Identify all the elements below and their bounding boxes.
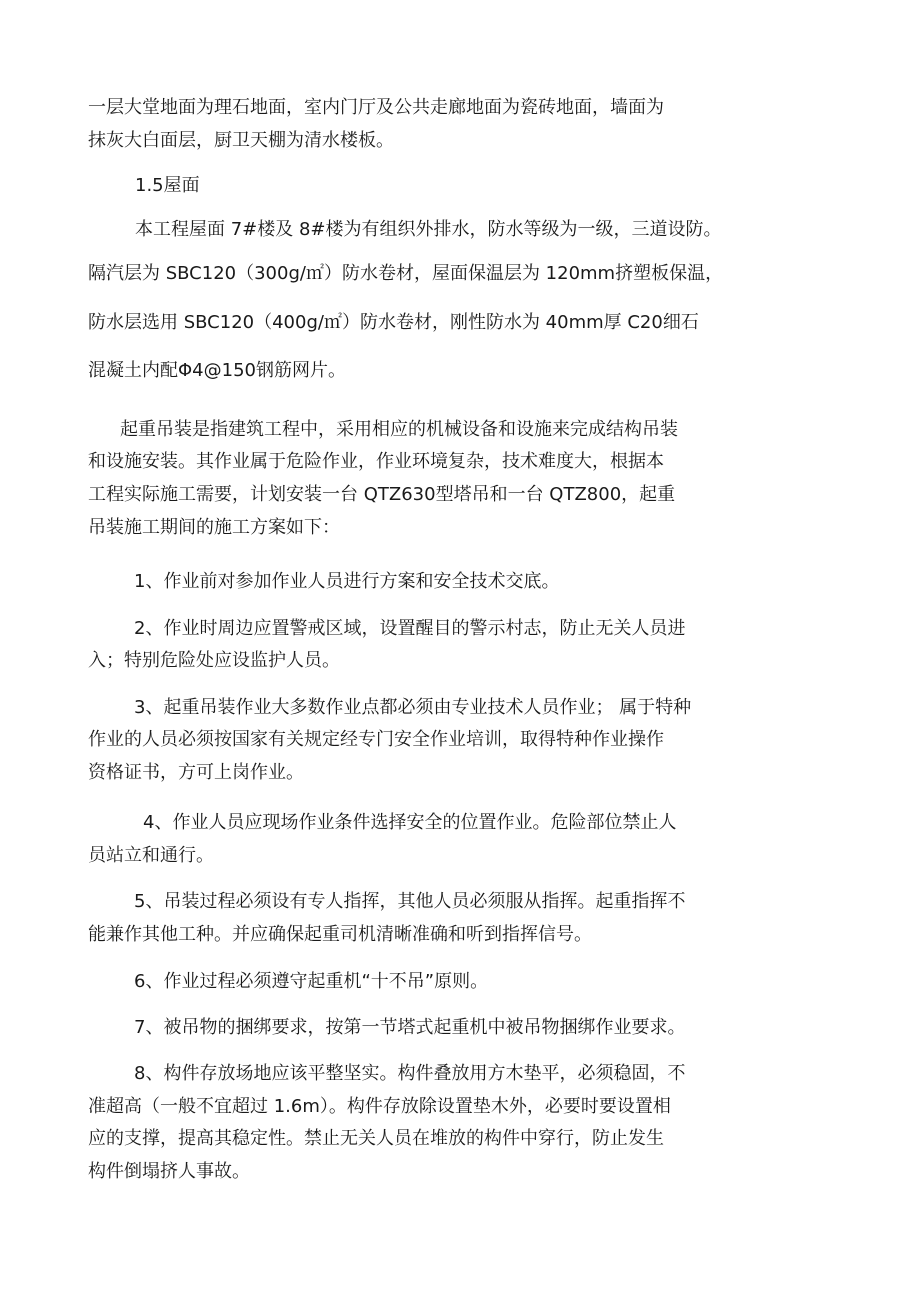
text-line: 抹灰大白面层，厨卫天棚为清水楼板。 xyxy=(88,130,394,151)
text-line: 混凝土内配Φ4@150钢筋网片。 xyxy=(88,360,346,381)
list-item: 8、构件存放场地应该平整坚实。构件叠放用方木垫平，必须稳固，不 xyxy=(134,1063,686,1084)
text-line: 构件倒塌挤人事故。 xyxy=(88,1161,250,1182)
text-line: 准超高（一般不宜超过 1.6m）。构件存放除设置垫木外，必要时要设置相 xyxy=(88,1096,671,1117)
text-line: 员站立和通行。 xyxy=(88,845,214,866)
text-line: 本工程屋面 7#楼及 8#楼为有组织外排水，防水等级为一级，三道设防。 xyxy=(135,219,722,240)
text-line: 吊装施工期间的施工方案如下： xyxy=(88,517,340,538)
text-line: 工程实际施工需要，计划安装一台 QTZ630型塔吊和一台 QTZ800，起重 xyxy=(88,484,676,505)
list-item: 3、起重吊装作业大多数作业点都必须由专业技术人员作业； 属于特种 xyxy=(134,697,692,718)
list-item: 1、作业前对参加作业人员进行方案和安全技术交底。 xyxy=(134,571,560,592)
text-line: 作业的人员必须按国家有关规定经专门安全作业培训，取得特种作业操作 xyxy=(88,729,664,750)
list-item: 7、被吊物的捆绑要求，按第一节塔式起重机中被吊物捆绑作业要求。 xyxy=(134,1017,686,1038)
text-line: 起重吊装是指建筑工程中，采用相应的机械设备和设施来完成结构吊装 xyxy=(120,419,678,440)
text-line: 能兼作其他工种。并应确保起重司机清晰准确和听到指挥信号。 xyxy=(88,924,592,945)
text-line: 入；特别危险处应设监护人员。 xyxy=(88,650,340,671)
list-item: 4、作业人员应现场作业条件选择安全的位置作业。危险部位禁止人 xyxy=(143,812,677,833)
list-item: 5、吊装过程必须设有专人指挥，其他人员必须服从指挥。起重指挥不 xyxy=(134,891,686,912)
text-line: 一层大堂地面为理石地面，室内门厅及公共走廊地面为瓷砖地面，墙面为 xyxy=(88,97,664,118)
text-line: 防水层选用 SBC120（400g/㎡）防水卷材，刚性防水为 40mm厚 C20细石 xyxy=(88,312,699,333)
text-line: 隔汽层为 SBC120（300g/㎡）防水卷材，屋面保温层为 120mm挤塑板保温， xyxy=(88,263,724,284)
list-item: 6、作业过程必须遵守起重机“十不吊”原则。 xyxy=(134,971,489,992)
text-line: 应的支撑，提高其稳定性。禁止无关人员在堆放的构件中穿行，防止发生 xyxy=(88,1128,664,1149)
text-line: 资格证书，方可上岗作业。 xyxy=(88,762,304,783)
text-line: 和设施安装。其作业属于危险作业，作业环境复杂，技术难度大，根据本 xyxy=(88,451,664,472)
list-item: 2、作业时周边应置警戒区域，设置醒目的警示村志，防止无关人员进 xyxy=(134,618,686,639)
section-heading: 1.5屋面 xyxy=(135,175,200,196)
